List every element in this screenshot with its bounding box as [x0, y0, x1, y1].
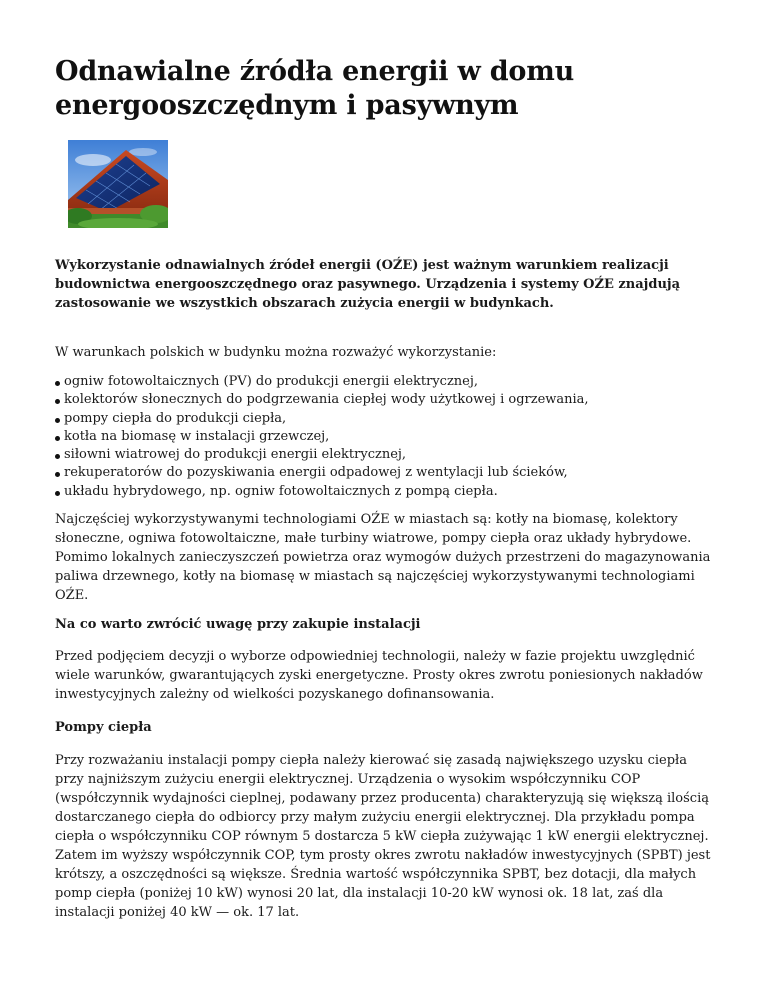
list-item: układu hybrydowego, np. ogniw fotowoltaicznych z pompą ciepła. [55, 483, 589, 501]
list-item: kolektorów słonecznych do podgrzewania ciepłej wody użytkowej i ogrzewania, [55, 391, 589, 409]
purchase-paragraph: Przed podjęciem decyzji o wyborze odpowiedniej technologii, należy w fazie projektu uwzględnić wiele warunków, gwarantujących zyski energetyczne. Prosty okres zwrotu poniesionych nakładów inwestycyjnych zależny od wielkości pozyskanego dofinansowania. [55, 649, 703, 702]
list-item: kotła na biomasę w instalacji grzewczej, [55, 428, 589, 446]
technology-list [55, 373, 589, 501]
solar-roof-image [68, 140, 168, 228]
section-heading-heat-pumps: Pompy ciepła [55, 720, 152, 735]
section-heading-purchase: Na co warto zwrócić uwagę przy zakupie instalacji [55, 617, 421, 632]
heat-pumps-paragraph: Przy rozważaniu instalacji pompy ciepła należy kierować się zasadą największego uzysku ciepła przy najniższym zużyciu energii elektrycznej. Urządzenia o wysokim współczynniku COP (współczynnik wydajności cieplnej, podawany przez producenta) charakteryzują się większą ilością dostarczanego ciepła do odbiorcy przy małym zużyciu energii elektrycznej. Dla przykładu pompa ciepła o współczynniku COP równym 5 dostarcza 5 kW ciepła zużywając 1 kW energii elektrycznej. Zatem im wyższy współczynnik COP, tym prosty okres zwrotu nakładów inwestycyjnych (SPBT) jest krótszy, a oszczędności są większe. Średnia wartość współczynnika SPBT, bez dotacji, dla małych pomp ciepła (poniżej 10 kW) wynosi 20 lat, dla instalacji 10-20 kW wynosi ok. 18 lat, zaś dla instalacji poniżej 40 kW — ok. 17 lat. [55, 753, 711, 920]
list-item: siłowni wiatrowej do produkcji energii elektrycznej, [55, 446, 589, 464]
page-title: Odnawialne źródła energii w domu energooszczędnym i pasywnym [55, 56, 575, 121]
list-item: ogniw fotowoltaicznych (PV) do produkcji energii elektrycznej, [55, 373, 589, 391]
technologies-paragraph: Najczęściej wykorzystywanymi technologiami OŹE w miastach są: kotły na biomasę, kolektory słoneczne, ogniwa fotowoltaiczne, małe turbiny wiatrowe, pompy ciepła oraz układy hybrydowe. Pomimo lokalnych zanieczyszczeń powietrza oraz wymogów dużych przestrzeni do magazynowania paliwa drzewnego, kotły na biomasę w miastach są najczęściej wykorzystywanymi technologiami OŹE. [55, 512, 711, 603]
list-item: pompy ciepła do produkcji ciepła, [55, 410, 589, 428]
intro-paragraph: Wykorzystanie odnawialnych źródeł energii (OŹE) jest ważnym warunkiem realizacji budownictwa energooszczędnego oraz pasywnego. Urządzenia i systemy OŹE znajdują zastosowanie we wszystkich obszarach zużycia energii w budynkach. [55, 258, 681, 311]
list-lead-text: W warunkach polskich w budynku można rozważyć wykorzystanie: [55, 345, 497, 360]
list-item: rekuperatorów do pozyskiwania energii odpadowej z wentylacji lub ścieków, [55, 464, 589, 482]
